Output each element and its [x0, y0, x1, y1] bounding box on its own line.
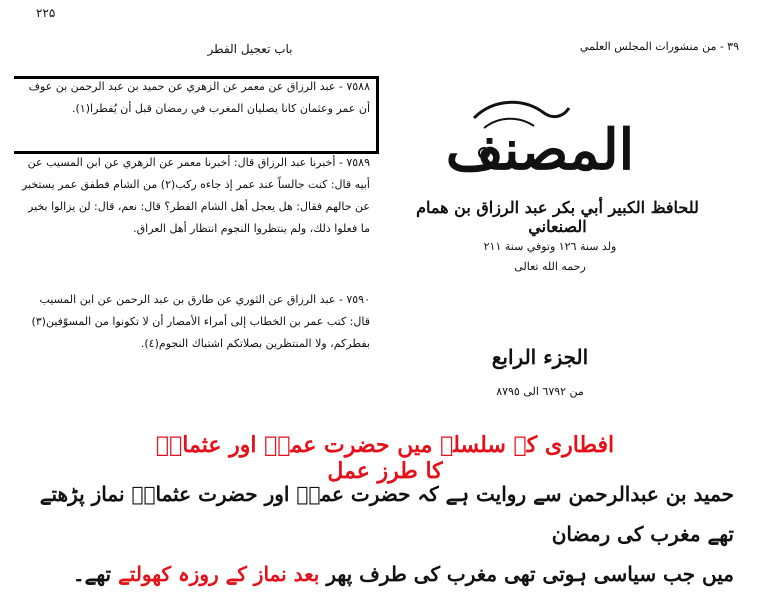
- urdu-line-2-end: تھے۔: [72, 562, 119, 586]
- mercy-formula: رحمه الله تعالى: [514, 260, 586, 273]
- hadith-7589: ٧٥٨٩ - أخبرنا عبد الرزاق قال: أخبرنا معمر عن الزهري عن ابن المسيب عن أبيه قال: كنت جالساً عند عمر إذ جاءه ركب(٢) من الشام فطفق عمر يستخبر عن حالهم فقال: هل يعجل أهل الشام الفطر؟ قال: نعم، قال: لن يزالوا بخير ما فعلوا ذلك، ولم ينتظروا النجوم انتظار أهل العراق.: [21, 156, 370, 235]
- volume-label: الجزء الرابع: [491, 345, 589, 369]
- chapter-title: باب تعجيل الفطر: [207, 42, 293, 56]
- urdu-translation: [22, 474, 734, 594]
- urdu-line-2-highlight: بعد نماز کے روزہ کھولتے: [118, 562, 320, 586]
- author-line: للحافظ الكبير أبي بكر عبد الرزاق بن همام الصنعاني: [416, 198, 699, 236]
- page-number: ۲۲۵: [36, 6, 56, 20]
- urdu-line-2-start: میں جب سیاسی ہوتی تھی مغرب کی طرف پھر: [319, 562, 734, 586]
- series-line: ٣٩ - من منشورات المجلس العلمي: [579, 40, 739, 53]
- birth-death-dates: ولد سنة ١٢٦ وتوفي سنة ٢١١: [483, 240, 617, 253]
- hadith-7588: ٧٥٨٨ - عبد الرزاق عن معمر عن الزهري عن حميد بن عبد الرحمن بن عوف أن عمر وعثمان كانا يصليان المغرب في رمضان قبل أن يُفطرا(١).: [28, 80, 370, 115]
- urdu-line-2: [22, 554, 734, 594]
- hadith-range: من ٦٧٩٢ الى ٨٧٩٥: [496, 385, 584, 398]
- book-title: المصنف: [445, 117, 635, 183]
- hadith-7590: ٧٥٩٠ - عبد الرزاق عن الثوري عن طارق بن عبد الرحمن عن ابن المسيب قال: كتب عمر بن الخطاب إلى أمراء الأمصار أن لا تكونوا من المسوّفين(٣) بفطركم، ولا المنتظرين بصلاتكم اشتباك النجوم(٤).: [31, 293, 370, 350]
- urdu-heading: افطاری کے سلسلے میں حضرت عمرؓ اور عثمانؓ کا طرز عمل: [155, 432, 615, 484]
- urdu-line-1: حمید بن عبدالرحمن سے روایت ہے کہ حضرت عمرؓ اور حضرت عثمانؓ نماز پڑھتے تھے مغرب کی رمضان: [39, 482, 734, 546]
